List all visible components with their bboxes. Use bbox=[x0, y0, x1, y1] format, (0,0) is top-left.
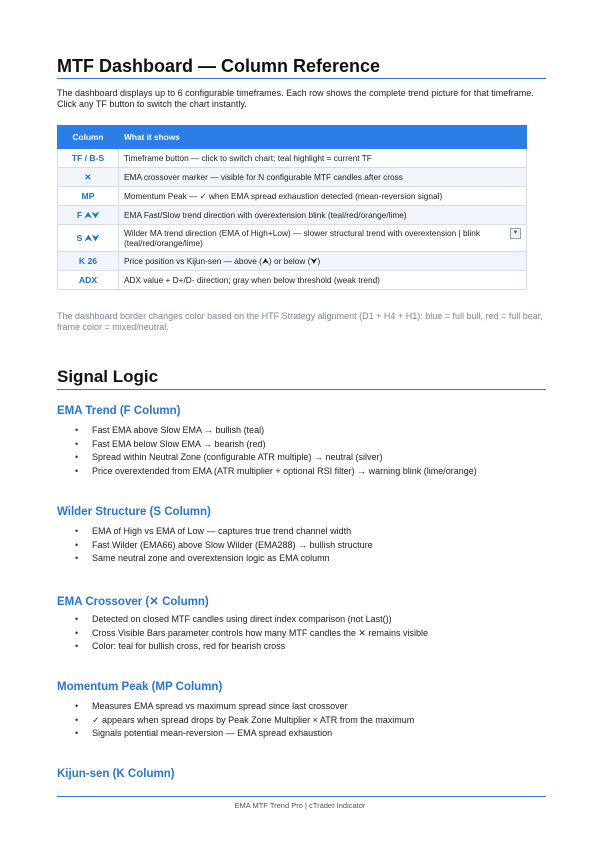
table-header-column: Column bbox=[58, 126, 119, 149]
table-row bbox=[58, 187, 527, 206]
subsection-heading: EMA Trend (F Column) bbox=[57, 405, 181, 417]
table-row bbox=[58, 168, 527, 187]
table-header-row bbox=[58, 126, 527, 149]
bullet-list bbox=[75, 525, 373, 566]
column-code: S ⮝⮟ bbox=[58, 225, 119, 252]
table-row bbox=[58, 225, 527, 252]
column-code: ✕ bbox=[58, 168, 119, 187]
column-description: Wilder MA trend direction (EMA of High+Low) — slower structural trend with overextension | blink (teal/red/orange/lime) bbox=[124, 228, 481, 248]
column-description: Price position vs Kijun-sen — above (⮝) or below (⮟) bbox=[119, 252, 527, 271]
column-code: F ⮝⮟ bbox=[58, 206, 119, 225]
list-item: • Fast EMA above Slow EMA → bullish (teal) bbox=[75, 424, 477, 438]
column-code: TF / B-S bbox=[58, 149, 119, 168]
section-title: Signal Logic bbox=[57, 367, 159, 386]
column-code: ADX bbox=[58, 271, 119, 290]
footer-rule bbox=[57, 796, 546, 797]
list-item: • EMA of High vs EMA of Low — captures true trend channel width bbox=[75, 525, 373, 539]
list-item: • Detected on closed MTF candles using direct index comparison (not Last()) bbox=[75, 613, 428, 627]
list-item: • Fast EMA below Slow EMA → bearish (red) bbox=[75, 438, 477, 452]
bullet-list bbox=[75, 613, 428, 654]
list-item: • Cross Visible Bars parameter controls how many MTF candles the ✕ remains visible bbox=[75, 627, 428, 641]
dropdown-icon[interactable]: ▼ bbox=[510, 228, 521, 239]
border-color-note: The dashboard border changes color based on the HTF Strategy alignment (D1 + H4 + H1): blue = full bull, red = full bear, frame color = mixed/neutral. bbox=[57, 311, 543, 332]
list-item: • Spread within Neutral Zone (configurable ATR multiple) → neutral (silver) bbox=[75, 451, 477, 465]
table-row bbox=[58, 271, 527, 290]
page-footer: EMA MTF Trend Pro | cTrader Indicator bbox=[234, 801, 366, 810]
list-item: • Signals potential mean-reversion — EMA spread exhaustion bbox=[75, 727, 414, 741]
column-code: K 26 bbox=[58, 252, 119, 271]
column-reference-table bbox=[57, 125, 527, 290]
table-row bbox=[58, 149, 527, 168]
list-item: • ✓ appears when spread drops by Peak Zone Multiplier × ATR from the maximum bbox=[75, 714, 414, 728]
column-description: ADX value + D+/D- direction; gray when below threshold (weak trend) bbox=[119, 271, 527, 290]
column-description: Timeframe button — click to switch chart; teal highlight = current TF bbox=[119, 149, 527, 168]
subsection-heading: Kijun-sen (K Column) bbox=[57, 768, 175, 780]
table-header-description: What it shows bbox=[119, 126, 527, 149]
column-description-cell bbox=[119, 225, 527, 252]
intro-paragraph: The dashboard displays up to 6 configurable timeframes. Each row shows the complete trend picture for that timeframe. Click any TF button to switch the chart instantly. bbox=[57, 88, 534, 109]
list-item: • Same neutral zone and overextension logic as EMA column bbox=[75, 552, 373, 566]
title-rule bbox=[57, 78, 546, 79]
list-item: • Color: teal for bullish cross, red for bearish cross bbox=[75, 640, 428, 654]
list-item: • Measures EMA spread vs maximum spread since last crossover bbox=[75, 700, 414, 714]
bullet-list bbox=[75, 424, 477, 479]
page-title: MTF Dashboard — Column Reference bbox=[57, 56, 381, 76]
column-description: EMA crossover marker — visible for N configurable MTF candles after cross bbox=[119, 168, 527, 187]
table-row bbox=[58, 252, 527, 271]
column-description: Momentum Peak — ✓ when EMA spread exhaustion detected (mean-reversion signal) bbox=[119, 187, 527, 206]
section-rule bbox=[57, 389, 546, 390]
column-description: EMA Fast/Slow trend direction with overextension blink (teal/red/orange/lime) bbox=[119, 206, 527, 225]
table-row bbox=[58, 206, 527, 225]
subsection-heading: Momentum Peak (MP Column) bbox=[57, 681, 223, 693]
column-code: MP bbox=[58, 187, 119, 206]
subsection-heading: Wilder Structure (S Column) bbox=[57, 506, 211, 518]
subsection-heading: EMA Crossover (✕ Column) bbox=[57, 596, 209, 608]
list-item: • Fast Wilder (EMA66) above Slow Wilder (EMA288) → bullish structure bbox=[75, 539, 373, 553]
list-item: • Price overextended from EMA (ATR multiplier + optional RSI filter) → warning blink (lime/orange) bbox=[75, 465, 477, 479]
bullet-list bbox=[75, 700, 414, 741]
